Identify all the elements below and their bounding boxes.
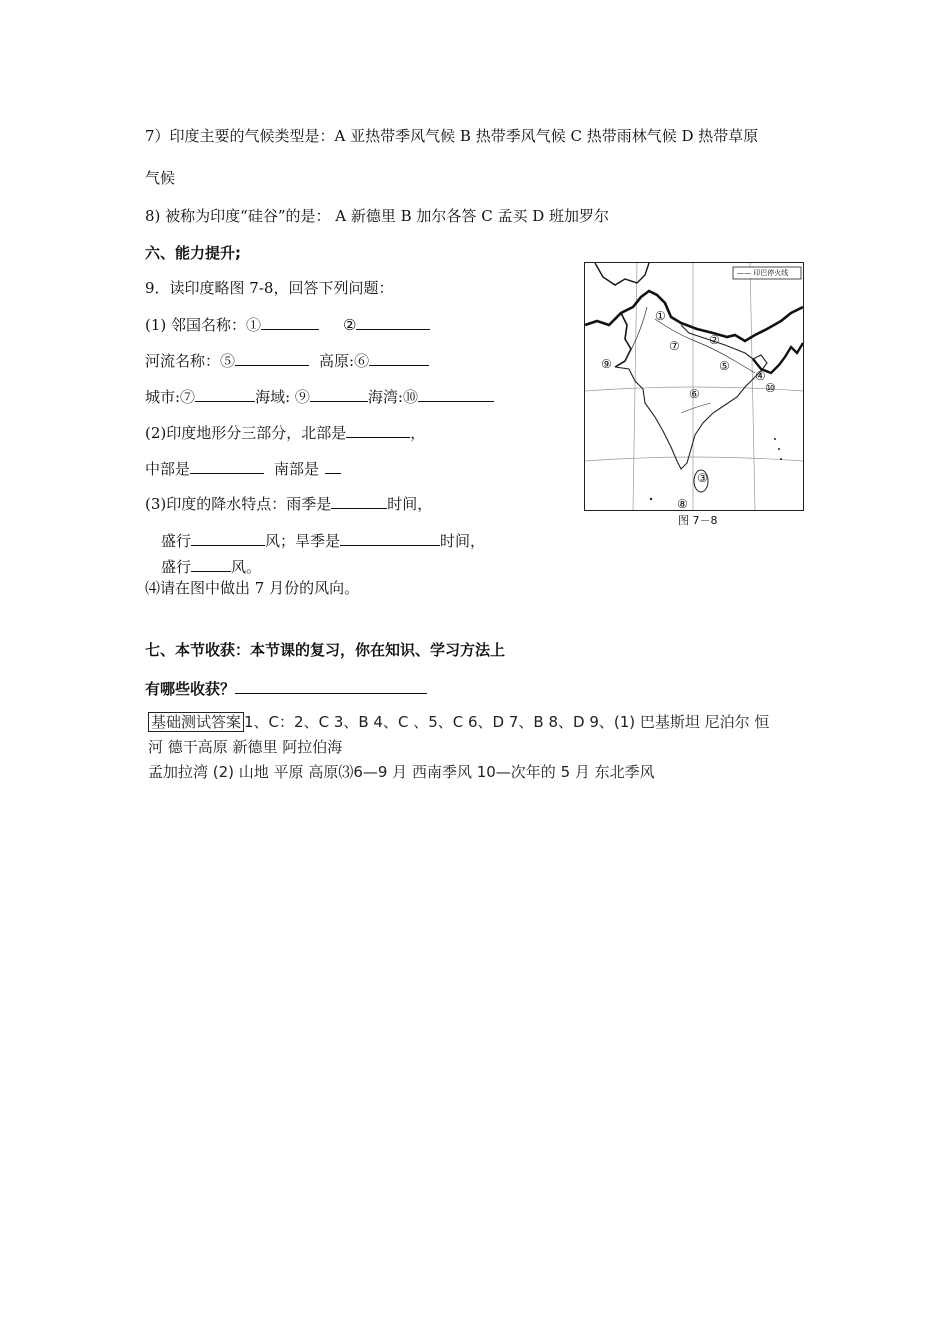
map-marker-1: ① — [655, 309, 666, 323]
river-blank[interactable] — [235, 350, 309, 366]
q8-line: 8) 被称为印度“硅谷”的是： A 新德里 B 加尔各答 C 孟买 D 班加罗尔 — [145, 207, 610, 225]
answers-line2: 河 德干高原 新德里 阿拉伯海 — [148, 738, 343, 756]
terrain-mid-label: 中部是 — [145, 460, 191, 478]
map-marker-9: ⑨ — [601, 357, 612, 371]
q7-line1: 7）印度主要的气候类型是：A 亚热带季风气候 B 热带季风气候 C 热带雨林气候 D 热带草原 — [145, 127, 759, 145]
terrain-q: (2)印度地形分三部分，北部是 — [145, 424, 347, 442]
dry-season-label: 风；旱季是 — [265, 532, 341, 550]
wet-wind-blank[interactable] — [191, 530, 265, 546]
map-marker-3: ③ — [697, 471, 708, 485]
bay-blank[interactable] — [418, 386, 494, 402]
q9-terrain — [145, 422, 425, 443]
section7-title-line1: 七、本节收获：本节课的复习，你在知识、学习方法上 — [145, 641, 506, 659]
terrain-comma: ， — [410, 424, 426, 442]
answers-line3: 孟加拉湾 (2) 山地 平原 高原⑶6—9 月 西南季风 10—次年的 5 月 东北季风 — [148, 763, 655, 781]
sea-label: 海域: ⑨ — [255, 388, 310, 406]
india-map[interactable] — [584, 262, 804, 511]
terrain-south-blank[interactable] — [325, 458, 341, 474]
map-marker-4: ④ — [755, 369, 766, 383]
city-label: 城市:⑦ — [145, 388, 196, 406]
q9-city — [145, 386, 494, 407]
q9-rain — [145, 493, 432, 514]
q9-intro: 9．读印度略图 7-8，回答下列问题： — [145, 279, 394, 297]
terrain-south-label: 南部是 — [274, 460, 320, 478]
rivers-label: 河流名称：⑤ — [145, 352, 236, 370]
prevail-label: 盛行 — [161, 532, 192, 550]
neighbors-label-2: ② — [343, 316, 357, 334]
q9-prevail — [161, 530, 485, 551]
bay-label: 海湾:⑩ — [367, 388, 418, 406]
q7-line2: 气候 — [145, 169, 176, 187]
q9-terrain-mid — [145, 458, 341, 479]
answers-label: 基础测试答案 — [148, 712, 244, 732]
q9-neighbors — [145, 314, 430, 335]
map-legend: —— 印巴停火线 — [737, 269, 789, 277]
map-marker-7: ⑦ — [669, 339, 680, 353]
q9-q4: ⑷请在图中做出 7 月份的风向。 — [145, 579, 360, 597]
dry-season-blank[interactable] — [340, 530, 440, 546]
wind-end: 风。 — [231, 558, 262, 576]
section7-title-line2 — [145, 678, 427, 699]
section7-question: 有哪些收获？ — [145, 680, 236, 698]
map-marker-8: ⑧ — [677, 497, 688, 511]
map-caption: 图 7－8 — [678, 514, 718, 527]
dry-time-word: 时间， — [440, 532, 486, 550]
answers-line1 — [148, 712, 769, 732]
harvest-blank[interactable] — [235, 678, 427, 694]
rain-time-word: 时间， — [387, 495, 433, 513]
rain-season-blank[interactable] — [331, 493, 387, 509]
map-marker-2: ② — [709, 333, 720, 347]
prevail2-label: 盛行 — [161, 558, 192, 576]
answers-text-1: 1、C：2、C 3、B 4、C 、5、C 6、D 7、B 8、D 9、(1) 巴基斯坦 尼泊尔 恒 — [244, 713, 770, 731]
neighbors-label: (1) 邻国名称：① — [145, 316, 262, 334]
plateau-label: 高原:⑥ — [319, 352, 370, 370]
neighbor-2-blank[interactable] — [356, 314, 430, 330]
map-marker-10: ⑩ — [765, 381, 776, 395]
section6-title: 六、能力提升; — [145, 244, 241, 262]
terrain-north-blank[interactable] — [346, 422, 410, 438]
sea-blank[interactable] — [310, 386, 368, 402]
neighbor-1-blank[interactable] — [261, 314, 319, 330]
terrain-mid-blank[interactable] — [190, 458, 264, 474]
q9-prevail2 — [161, 556, 261, 577]
map-marker-5: ⑤ — [719, 359, 730, 373]
q9-rivers — [145, 350, 429, 371]
dry-wind-blank[interactable] — [191, 556, 231, 572]
plateau-blank[interactable] — [369, 350, 429, 366]
city-blank[interactable] — [195, 386, 255, 402]
rain-q: (3)印度的降水特点：雨季是 — [145, 495, 332, 513]
map-marker-6: ⑥ — [689, 387, 700, 401]
